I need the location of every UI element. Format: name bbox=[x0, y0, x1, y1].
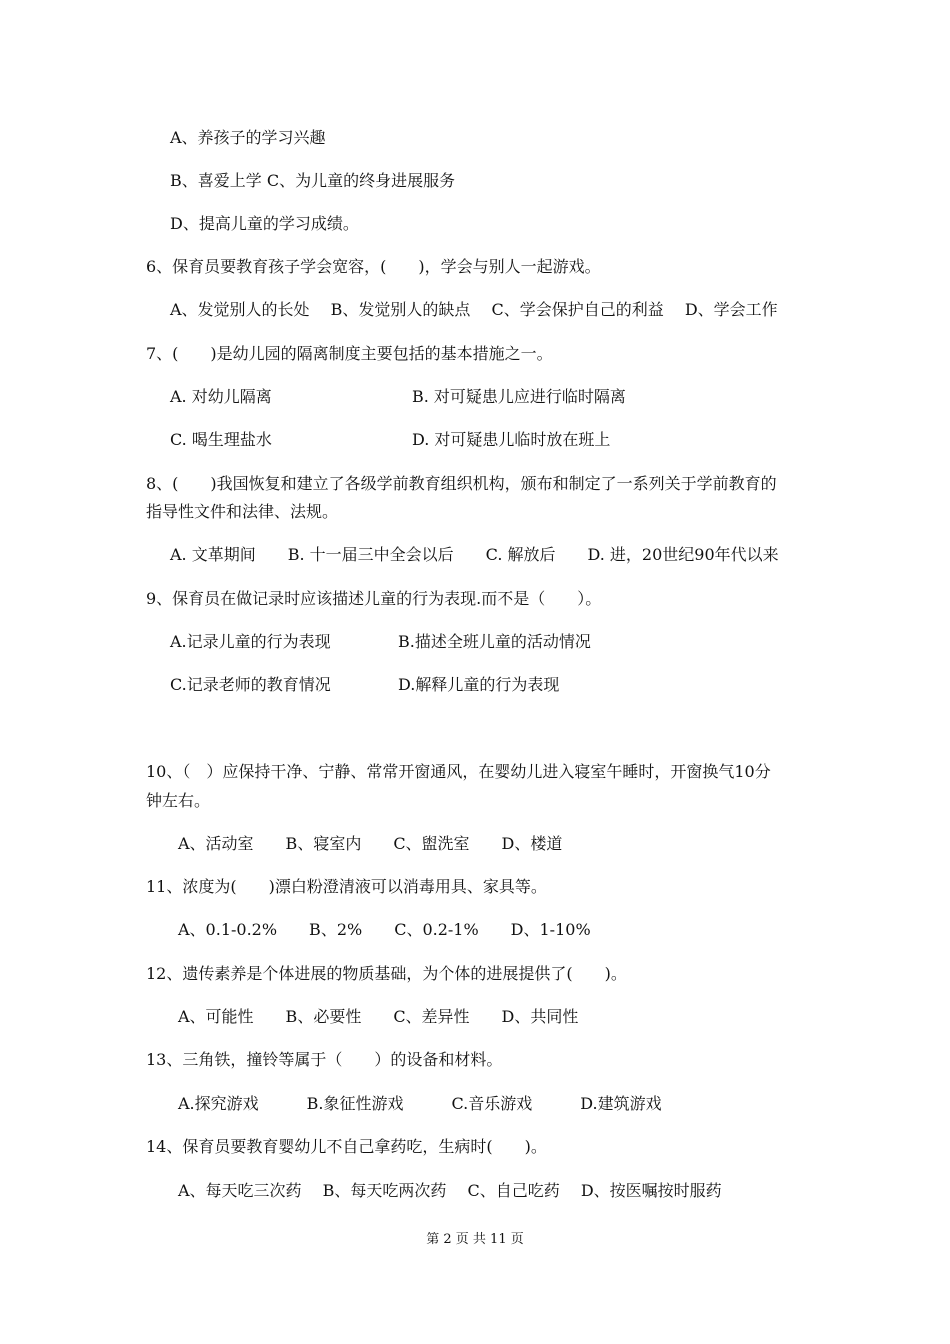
q14-stem: 14、保育员要教育婴幼儿不自己拿药吃，生病时( )。 bbox=[146, 1137, 547, 1156]
q8-options: A. 文革期间 B. 十一届三中全会以后 C. 解放后 D. 进，20世纪90年代以来 bbox=[170, 545, 779, 564]
q7-option-d: D. 对可疑患儿临时放在班上 bbox=[412, 430, 611, 449]
q7-option-c: C. 喝生理盐水 bbox=[170, 430, 272, 449]
q7-option-a: A. 对幼儿隔离 bbox=[170, 387, 272, 406]
q10-options: A、活动室 B、寝室内 C、盥洗室 D、楼道 bbox=[178, 834, 563, 853]
page-footer: 第 2 页 共 11 页 bbox=[426, 1232, 524, 1247]
q9-stem: 9、保育员在做记录时应该描述儿童的行为表现.而不是（ ）。 bbox=[146, 589, 602, 608]
q6-stem: 6、保育员要教育孩子学会宽容，( )，学会与别人一起游戏。 bbox=[146, 257, 601, 276]
q9-option-b: B.描述全班儿童的活动情况 bbox=[398, 632, 591, 651]
q5-option-a: A、养孩子的学习兴趣 bbox=[170, 128, 326, 147]
q8-stem-continued: 指导性文件和法律、法规。 bbox=[146, 502, 339, 521]
q12-stem: 12、遗传素养是个体进展的物质基础，为个体的进展提供了( )。 bbox=[146, 964, 627, 983]
q7-option-b: B. 对可疑患儿应进行临时隔离 bbox=[412, 387, 626, 406]
q8-stem: 8、( )我国恢复和建立了各级学前教育组织机构，颁布和制定了一系列关于学前教育的 bbox=[146, 474, 777, 493]
q11-options: A、0.1-0.2% B、2% C、0.2-1% D、1-10% bbox=[178, 920, 591, 939]
q9-option-a: A.记录儿童的行为表现 bbox=[170, 632, 331, 651]
q10-stem-continued: 钟左右。 bbox=[146, 791, 211, 810]
q7-stem: 7、( )是幼儿园的隔离制度主要包括的基本措施之一。 bbox=[146, 344, 553, 363]
q6-options: A、发觉别人的长处 B、发觉别人的缺点 C、学会保护自己的利益 D、学会工作 bbox=[170, 300, 778, 319]
q9-option-c: C.记录老师的教育情况 bbox=[170, 675, 331, 694]
q9-option-d: D.解释儿童的行为表现 bbox=[398, 675, 560, 694]
q12-options: A、可能性 B、必要性 C、差异性 D、共同性 bbox=[178, 1007, 579, 1026]
q5-option-d: D、提高儿童的学习成绩。 bbox=[170, 214, 359, 233]
q14-options: A、每天吃三次药 B、每天吃两次药 C、自己吃药 D、按医嘱按时服药 bbox=[178, 1181, 722, 1200]
q13-stem: 13、三角铁，撞铃等属于（ ）的设备和材料。 bbox=[146, 1050, 503, 1069]
q13-options: A.探究游戏 B.象征性游戏 C.音乐游戏 D.建筑游戏 bbox=[178, 1094, 662, 1113]
q11-stem: 11、浓度为( )漂白粉澄清液可以消毒用具、家具等。 bbox=[146, 877, 547, 896]
q5-option-bc: B、喜爱上学 C、为儿童的终身进展服务 bbox=[170, 171, 456, 190]
q10-stem: 10、（ ）应保持干净、宁静、常常开窗通风，在婴幼儿进入寝室午睡时，开窗换气10分 bbox=[146, 762, 771, 781]
